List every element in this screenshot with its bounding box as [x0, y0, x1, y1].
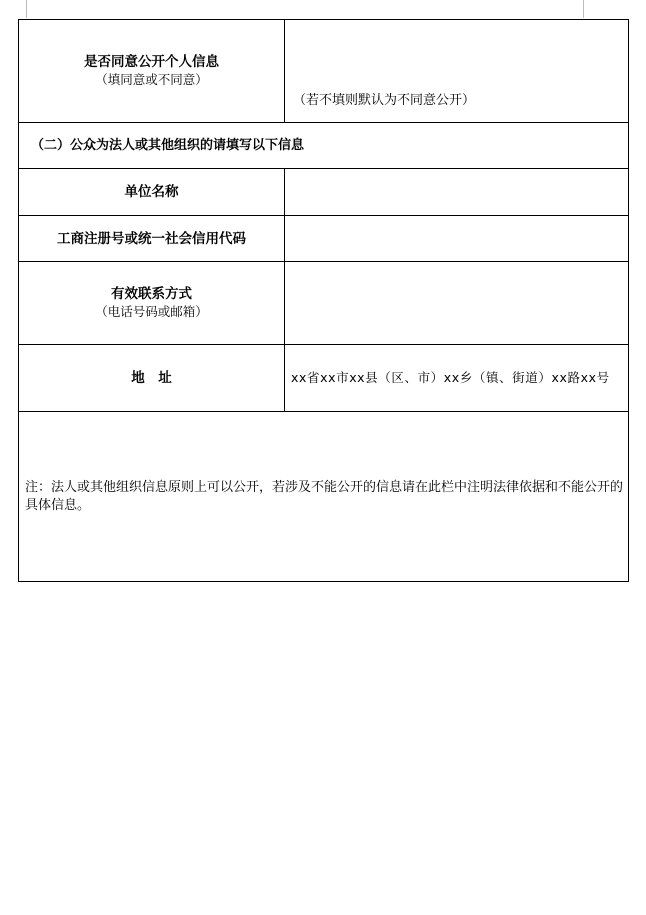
address-label: 地 址 — [131, 370, 172, 386]
consent-label-cell — [19, 20, 285, 123]
contact-label: 有效联系方式 — [111, 286, 192, 302]
contact-label-cell — [19, 262, 285, 345]
address-value: xx省xx市xx县（区、市）xx乡（镇、街道）xx路xx号 — [291, 369, 610, 385]
note-row — [19, 412, 629, 582]
address-input-cell[interactable] — [285, 345, 629, 412]
consent-input-cell[interactable] — [285, 20, 629, 123]
reg-code-row — [19, 216, 629, 262]
contact-hint: （电话号码或邮箱） — [95, 304, 208, 319]
consent-row — [19, 20, 629, 123]
org-name-row — [19, 169, 629, 216]
address-row — [19, 345, 629, 412]
reg-code-label: 工商注册号或统一社会信用代码 — [57, 230, 246, 247]
org-name-label: 单位名称 — [124, 184, 179, 200]
organization-note: 注：法人或其他组织信息原则上可以公开，若涉及不能公开的信息请在此栏中注明法律依据和不能公开的具体信息。 — [19, 412, 629, 582]
information-form-table — [18, 19, 629, 582]
organization-section-row — [19, 123, 629, 169]
contact-row — [19, 262, 629, 345]
consent-default-note: （若不填则默认为不同意公开） — [293, 93, 476, 108]
org-name-label-cell — [19, 169, 285, 216]
page-margin-guide-left — [26, 0, 27, 18]
page-margin-guide-right — [583, 0, 584, 18]
reg-code-input-cell[interactable] — [285, 216, 629, 262]
contact-input-cell[interactable] — [285, 262, 629, 345]
organization-section-heading: （二）公众为法人或其他组织的请填写以下信息 — [19, 123, 629, 169]
reg-code-label-cell — [19, 216, 285, 262]
address-label-cell — [19, 345, 285, 412]
org-name-input-cell[interactable] — [285, 169, 629, 216]
consent-hint: （填同意或不同意） — [95, 72, 208, 87]
consent-label: 是否同意公开个人信息 — [84, 54, 219, 70]
